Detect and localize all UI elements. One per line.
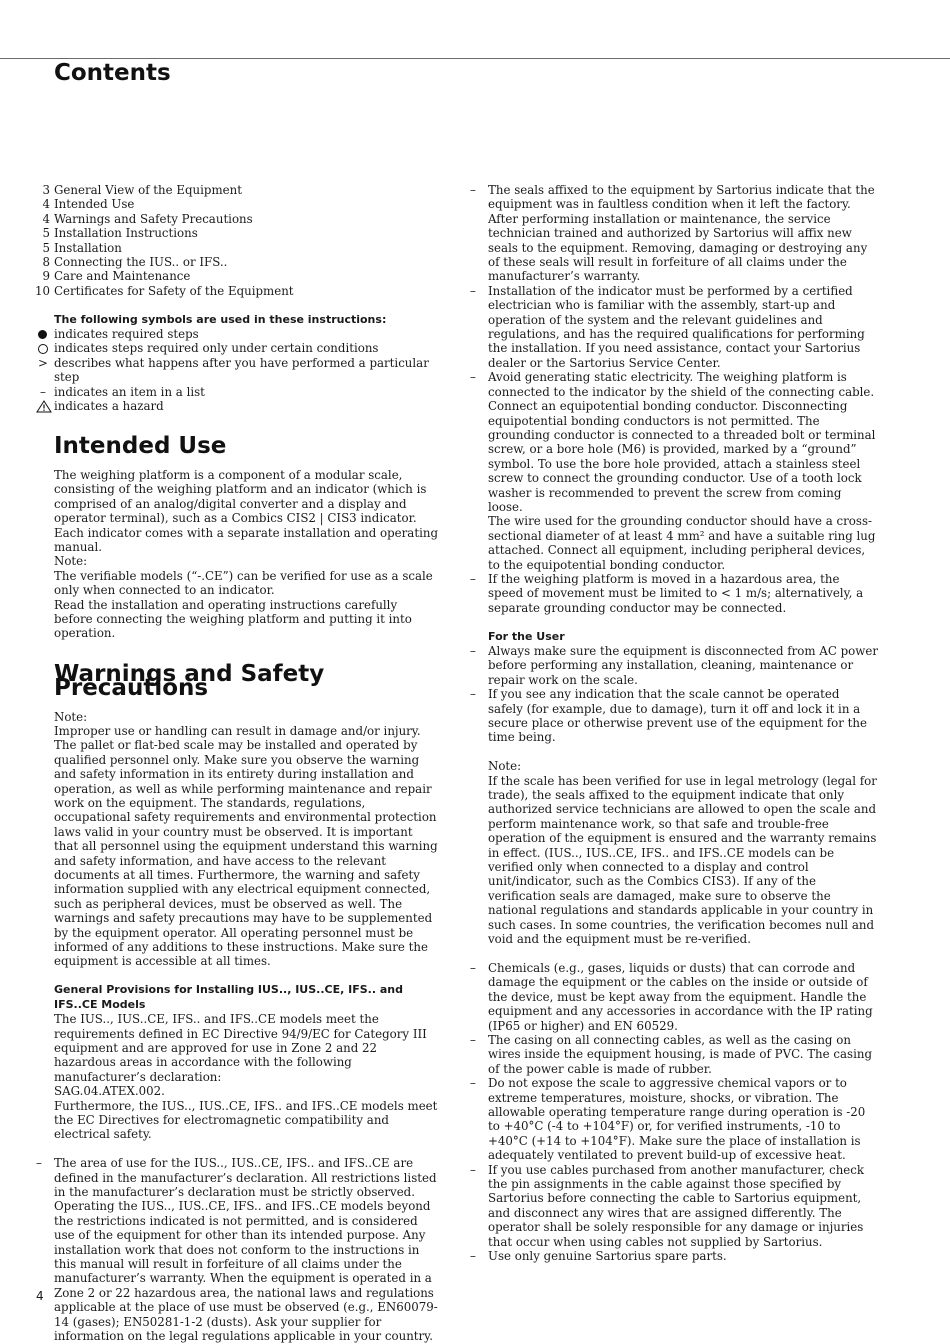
filled-circle-icon <box>38 330 47 339</box>
symbol-item: – indicates an item in a list <box>54 385 439 399</box>
list-item: – If you use cables purchased from another manufacturer, check the pin assignments in the cable against those specified by Sartorius before connecting the cable to Sartorius equipment, and disconnect any wires that are assigned differently. The operator shall be solely responsible for any damage or injuries that occur when using cables not supplied by Sartorius. <box>470 1162 865 1249</box>
toc-item[interactable]: 3 General View of the Equipment <box>42 183 242 197</box>
list-item: – Chemicals (e.g., gases, liquids or dusts) that can corrode and damage the equipment or the cables on the inside or outside of the device, must be kept away from the equipment. Handle the equipment and any accessories in accordance with the IP rating (IP65 or higher) and EN 60529. <box>470 960 873 1033</box>
page-title: Contents <box>54 60 171 86</box>
toc-item[interactable]: 5 Installation <box>42 240 122 255</box>
symbol-item: indicates a hazard <box>54 399 439 413</box>
general-provisions-text: The IUS.., IUS..CE, IFS.. and IFS..CE models meet the requirements defined in EC Directive 94/9/EC for Category III equipment and are approved for use in Zone 2 and 22 hazardous areas in accordance with the following manufacturer’s declaration: <box>54 1012 427 1084</box>
warnings-text: Improper use or handling can result in damage and/or injury. The pallet or flat-bed scale may be installed and operated by qualified personnel only. Make sure you observe the warning and safety information in its entirety during installation and operation, as well as while performing maintenance and repair work on the equipment. The standards, regulations, occupational safety requirements and environmental protection laws valid in your country must be observed. It is important that all personnel using the equipment understand this warning and safety information, and have access to the relevant documents at all times. Furthermore, the warning and safety information supplied with any electrical equipment connected, such as peripheral devices, must be observed as well. The warnings and safety precautions may have to be supplemented by the equipment operator. All operating personnel must be informed of any additions to these instructions. Make sure the equipment is accessible at all times. <box>54 723 438 969</box>
table-of-contents <box>34 183 439 298</box>
general-provisions-directives: Furthermore, the IUS.., IUS..CE, IFS.. and IFS..CE models meet the EC Directives for electromagnetic compatibility and electrical safety. <box>54 1098 438 1142</box>
note-label: Note: <box>488 759 522 774</box>
for-the-user-heading: For the User <box>488 629 565 643</box>
symbol-item: indicates steps required only under certain conditions <box>54 341 439 355</box>
general-provisions-heading: General Provisions for Installing IUS.., IUS..CE, IFS.. and IFS..CE Models <box>54 983 403 1011</box>
list-item: – If the weighing platform is moved in a hazardous area, the speed of movement must be limited to < 1 m/s; alternatively, a separate grounding conductor may be connected. <box>470 571 864 615</box>
toc-item[interactable]: 8 Connecting the IUS.. or IFS.. <box>42 255 228 270</box>
toc-item[interactable]: 4 Warnings and Safety Precautions <box>42 211 253 226</box>
left-column <box>34 183 439 1344</box>
toc-item[interactable]: 4 Intended Use <box>42 197 135 212</box>
arrow-symbol: > <box>38 355 48 370</box>
symbol-item: > describes what happens after you have performed a particular step <box>54 356 439 385</box>
symbol-item: indicates required steps <box>54 327 439 341</box>
list-item: – Use only genuine Sartorius spare parts. <box>470 1249 727 1264</box>
page-number: 4 <box>36 1289 44 1303</box>
list-item: – The area of use for the IUS.., IUS..CE, IFS.. and IFS..CE are defined in the manufacturer’s declaration. All restrictions listed in the manufacturer’s declaration must be strictly observed. Operating the IUS.., IUS..CE, IFS.. and IFS..CE models beyond the restrictions indicated is not permitted, and is considered use of the equipment for other than its intended purpose. Any installation work that does not conform to the instructions in this manual will result in forfeiture of all claims under the manufacturer’s warranty. When the equipment is operated in a Zone 2 or 22 hazardous area, the national laws and regulations applicable at the place of use must be observed (e.g., EN60079-14 (gases); EN50281-1-2 (dusts). Ask your supplier for information on the legal regulations applicable in your country. <box>36 1156 438 1344</box>
toc-item[interactable]: 9 Care and Maintenance <box>42 269 191 284</box>
dash-symbol: – <box>40 384 46 399</box>
empty-circle-icon <box>38 344 48 354</box>
note-label: Note: <box>54 554 88 569</box>
hazard-triangle-icon <box>36 400 52 413</box>
list-item: – Do not expose the scale to aggressive chemical vapors or to extreme temperatures, moisture, shocks, or vibration. The allowable operating temperature range during operation is -20 to +40°C (-4 to +104°F) or, for verified instruments, -10 to +40°C (+14 to +104°F). Make sure the place of installation is adequately ventilated to prevent build-up of excessive heat. <box>470 1076 866 1163</box>
toc-item[interactable]: 10 Certificates for Safety of the Equipment <box>34 283 294 298</box>
right-column <box>470 183 878 1264</box>
list-item: – Avoid generating static electricity. The weighing platform is connected to the indicator by the shield of the connecting cable. Connect an equipotential bonding conductor. Disconnecting equipotential bonding conductors is not permitted. The grounding conductor is connected to a threaded bolt or terminal screw, or a bore hole (M6) is provided, marked by a “ground” symbol. To use the bore hole provided, attach a stainless steel screw to connect the grounding conductor. Use of a tooth lock washer is recommended to prevent the screw from coming loose. <box>470 370 876 514</box>
list-item: – The casing on all connecting cables, as well as the casing on wires inside the equipment housing, is made of PVC. The casing of the power cable is made of rubber. <box>470 1032 873 1076</box>
note-label: Note: <box>54 709 88 724</box>
list-item: – Installation of the indicator must be performed by a certified electrician who is familiar with the assembly, start-up and operation of the system and the relevant guidelines and regulations, and has the required qualifications for performing the installation. If you need assistance, contact your Sartorius dealer or the Sartorius Service Center. <box>470 283 865 370</box>
grounding-wire-text: The wire used for the grounding conductor should have a cross-sectional diameter of at least 4 mm² and have a suitable ring lug attached. Connect all equipment, including peripheral devices, to the equipotential bonding conductor. <box>488 514 876 572</box>
symbols-heading: The following symbols are used in these instructions: <box>54 312 387 326</box>
verification-note: If the scale has been verified for use in legal metrology (legal for trade), the seals affixed to the equipment indicate that only authorized service technicians are allowed to open the scale and perform maintenance work, so that safe and trouble-free operation of the equipment is ensured and the warranty remains in effect. (IUS.., IUS..CE, IFS.. and IFS..CE models can be verified only when connected to a display and control unit/indicator, such as the Combics CIS3). If any of the verification seals are damaged, make sure to observe the national regulations and standards applicable in your country in such cases. In some countries, the verification becomes null and void and the equipment must be re-verified. <box>488 773 877 947</box>
declaration-number: SAG.04.ATEX.002. <box>54 1084 165 1099</box>
warnings-heading: Warnings and Safety Precautions <box>54 660 325 702</box>
header-rule <box>0 58 950 59</box>
toc-item[interactable]: 5 Installation Instructions <box>42 226 198 241</box>
intended-use-read: Read the installation and operating instructions carefully before connecting the weighing platform and putting it into operation. <box>54 597 412 641</box>
intended-use-note: The verifiable models (“-.CE”) can be verified for use as a scale only when connected to an indicator. <box>54 568 433 598</box>
list-item: – If you see any indication that the scale cannot be operated safely (for example, due to damage), turn it off and lock it in a secure place or otherwise prevent use of the equipment for the time being. <box>470 687 867 745</box>
list-item: – The seals affixed to the equipment by Sartorius indicate that the equipment was in faultless condition when it left the factory. After performing installation or maintenance, the service technician trained and authorized by Sartorius will affix new seals to the equipment. Removing, damaging or destroying any of these seals will result in forfeiture of all claims under the manufacturer’s warranty. <box>470 183 875 284</box>
list-item: – Always make sure the equipment is disconnected from AC power before performing any installation, cleaning, maintenance or repair work on the scale. <box>470 643 878 687</box>
intended-use-text: The weighing platform is a component of a modular scale, consisting of the weighing platform and an indicator (which is comprised of an analog/digital converter and a display and operator terminal), such as a Combics CIS2 | CIS3 indicator. Each indicator comes with a separate installation and operating manual. <box>54 467 438 554</box>
intended-use-heading: Intended Use <box>54 433 227 460</box>
